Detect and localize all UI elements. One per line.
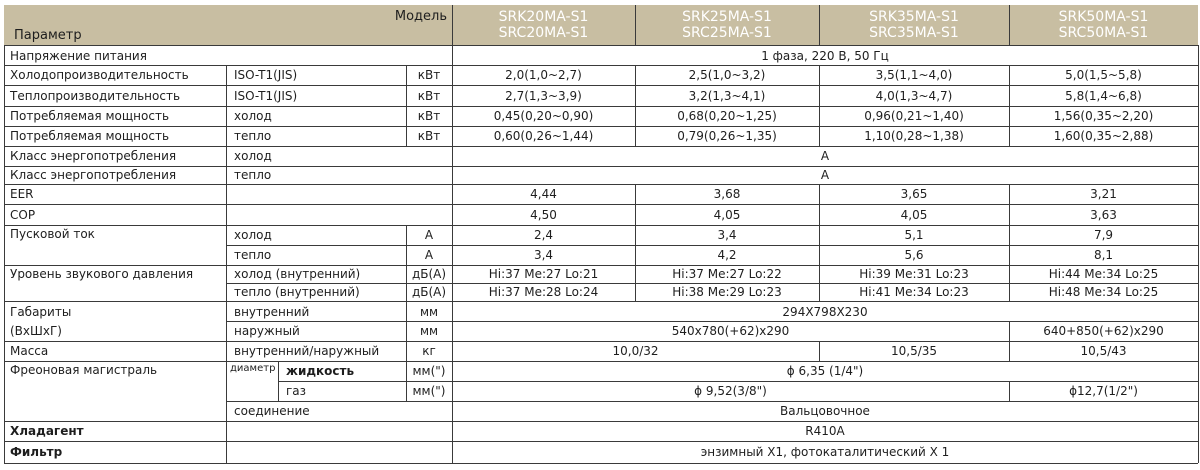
- grid-hline: [4, 441, 1198, 442]
- row-heat-cap-cond: ISO-T1(JIS): [234, 88, 298, 103]
- grid-hline: [4, 106, 1198, 107]
- row-start-heat-value-1: 3,4: [533, 248, 554, 262]
- grid-vline: [278, 361, 279, 401]
- grid-vline: [406, 361, 407, 401]
- row-dims-label-2: (ВхШхГ): [10, 323, 62, 338]
- row-start-heat-value-3: 5,6: [904, 248, 924, 262]
- model-3-outdoor: SRC35MA-S1: [869, 25, 959, 41]
- grid-vline: [819, 5, 820, 45]
- grid-vline: [226, 421, 227, 463]
- row-sound-cool-unit: дБ(A): [411, 267, 447, 281]
- model-2-outdoor: SRC25MA-S1: [682, 25, 772, 41]
- row-filter-label: Фильтр: [10, 445, 63, 459]
- row-heat-cap-label: Теплопроизводительность: [10, 88, 181, 103]
- grid-vline: [452, 5, 453, 45]
- grid-hline: [226, 401, 1198, 402]
- grid-vline: [226, 146, 227, 184]
- row-eer-label: EER: [10, 187, 34, 201]
- row-heat-cap-unit: кВт: [417, 88, 441, 103]
- grid-vline: [406, 225, 407, 301]
- grid-hline: [4, 126, 1198, 127]
- row-freon-gas: газ: [286, 384, 307, 398]
- row-cons-cool-value-2: 0,68(0,20~1,25): [677, 109, 777, 123]
- row-sound-cool-value-3: Hi:39 Me:31 Lo:23: [859, 267, 969, 281]
- grid-hline: [4, 65, 1198, 66]
- grid-hline: [226, 283, 1198, 284]
- row-cons-heat-cond: тепло: [234, 129, 272, 143]
- row-sound-cool-cond: холод (внутренний): [234, 267, 361, 281]
- row-cop-value-1: 4,50: [530, 207, 557, 222]
- row-dims-indoor-cond: внутренний: [234, 304, 310, 319]
- row-eer-value-2: 3,68: [713, 187, 741, 201]
- row-freon-conn: соединение: [234, 404, 310, 418]
- grid-vline: [226, 225, 227, 301]
- row-power-value: 1 фаза, 220 В, 50 Гц: [761, 48, 889, 63]
- row-start-heat-value-4: 8,1: [1093, 248, 1114, 262]
- row-freon-label: Фреоновая магистраль: [10, 363, 158, 377]
- row-eer-value-3: 3,65: [900, 187, 928, 201]
- row-sound-cool-value-2: Hi:37 Me:27 Lo:22: [672, 267, 782, 281]
- row-class-cool-cond: холод: [234, 149, 272, 163]
- row-freon-conn-value: Вальцовочное: [780, 404, 870, 418]
- header-model-2: [635, 5, 819, 45]
- grid-hline: [4, 45, 1198, 46]
- row-cool-cap-cond: ISO-T1(JIS): [234, 68, 298, 82]
- row-heat-cap-value-2: 3,2(1,3~4,1): [688, 88, 766, 103]
- row-sound-label: Уровень звукового давления: [10, 267, 194, 281]
- header-model-1: [452, 5, 635, 45]
- row-dims-outdoor-cond: наружный: [234, 324, 300, 338]
- row-cons-heat-value-1: 0,60(0,26~1,44): [493, 129, 594, 143]
- grid-vline: [452, 45, 453, 463]
- row-filter-value: энзимный X1, фотокаталитический X 1: [700, 445, 950, 459]
- grid-vline: [1009, 321, 1010, 341]
- grid-hline: [4, 301, 1198, 302]
- row-cons-heat-value-2: 0,79(0,26~1,35): [677, 129, 777, 143]
- grid-hline: [4, 341, 1198, 342]
- row-cons-cool-value-4: 1,56(0,35~2,20): [1053, 109, 1154, 123]
- grid-vline: [226, 301, 227, 421]
- row-cons-heat-value-3: 1,10(0,28~1,38): [864, 129, 964, 143]
- row-cons-heat-value-4: 1,60(0,35~2,88): [1053, 129, 1154, 143]
- header-model-4: [1009, 5, 1198, 45]
- row-start-cool-value-2: 3,4: [717, 228, 737, 242]
- row-start-cool-value-3: 5,1: [904, 228, 924, 242]
- row-cons-heat-unit: кВт: [417, 129, 441, 143]
- row-cop-label: COP: [10, 207, 36, 222]
- grid-vline: [1009, 341, 1010, 361]
- model-4-indoor: SRK50MA-S1: [1058, 9, 1149, 25]
- row-cop-value-3: 4,05: [900, 207, 928, 222]
- model-4-outdoor: SRC50MA-S1: [1058, 25, 1149, 41]
- row-freon-diam: диаметр: [230, 363, 276, 374]
- row-cons-cool-cond: холод: [234, 109, 272, 123]
- grid-hline: [4, 204, 1198, 205]
- row-refrigerant-label: Хладагент: [10, 424, 84, 438]
- row-dims-label-1: Габариты: [10, 304, 72, 319]
- row-cons-heat-label: Потребляемая мощность: [10, 129, 170, 143]
- row-dims-outdoor-unit: мм: [419, 324, 439, 338]
- grid-vline: [635, 5, 636, 45]
- grid-vline: [1009, 184, 1010, 301]
- model-3-indoor: SRK35MA-S1: [869, 9, 959, 25]
- grid-vline: [635, 184, 636, 301]
- row-cool-cap-value-4: 5,0(1,5~5,8): [1065, 68, 1142, 82]
- row-freon-liquid-value: ϕ 6,35 (1/4"): [786, 364, 864, 378]
- row-mass-value-3: 10,5/43: [1080, 344, 1127, 358]
- grid-hline: [4, 225, 1198, 226]
- row-class-cool-label: Класс энергопотребления: [10, 149, 177, 163]
- grid-hline: [4, 421, 1198, 422]
- header-param-label: Параметр: [14, 27, 82, 43]
- grid-hline: [226, 321, 1198, 322]
- row-freon-gas-unit: мм("): [412, 384, 446, 398]
- row-start-heat-unit: A: [424, 248, 434, 262]
- row-refrigerant-value: R410A: [805, 424, 845, 438]
- row-cool-cap-value-1: 2,0(1,0~2,7): [505, 68, 582, 82]
- row-sound-heat-value-1: Hi:37 Me:28 Lo:24: [488, 285, 599, 299]
- row-heat-cap-value-1: 2,7(1,3~3,9): [505, 88, 582, 103]
- row-heat-cap-value-4: 5,8(1,4~6,8): [1065, 88, 1142, 103]
- row-mass-value-1: 10,0/32: [612, 344, 659, 358]
- row-class-heat-label: Класс энергопотребления: [10, 168, 177, 182]
- row-dims-indoor-unit: мм: [419, 304, 439, 319]
- row-dims-indoor-value: 294X798X230: [782, 304, 868, 319]
- row-mass-unit: кг: [422, 344, 436, 358]
- row-sound-heat-value-3: Hi:41 Me:34 Lo:23: [859, 285, 969, 299]
- grid-vline: [1198, 45, 1199, 463]
- row-cool-cap-value-2: 2,5(1,0~3,2): [688, 68, 766, 82]
- grid-vline: [1009, 381, 1010, 401]
- row-start-heat-value-2: 4,2: [717, 248, 737, 262]
- row-mass-value-2: 10,5/35: [890, 344, 938, 358]
- grid-hline: [4, 146, 1198, 147]
- grid-vline: [1009, 65, 1010, 146]
- row-start-cool-cond: холод: [234, 228, 272, 242]
- row-start-cool-value-1: 2,4: [533, 228, 554, 242]
- header-model-label: Модель: [394, 8, 447, 24]
- row-start-label: Пусковой ток: [10, 227, 95, 241]
- grid-hline: [278, 381, 1198, 382]
- row-start-cool-value-4: 7,9: [1093, 228, 1114, 242]
- row-cool-cap-label: Холодопроизводительность: [10, 68, 189, 82]
- row-cons-cool-label: Потребляемая мощность: [10, 109, 170, 123]
- row-cons-cool-value-3: 0,96(0,21~1,40): [864, 109, 964, 123]
- row-dims-outdoor-value-1: 540x780(+62)x290: [671, 324, 790, 338]
- grid-vline: [819, 184, 820, 301]
- row-cop-value-4: 3,63: [1090, 207, 1117, 222]
- row-freon-liquid-unit: мм("): [412, 364, 446, 378]
- row-cop-value-2: 4,05: [713, 207, 741, 222]
- model-1-indoor: SRK20MA-S1: [498, 9, 589, 25]
- grid-hline: [4, 184, 1198, 185]
- row-cool-cap-unit: кВт: [417, 68, 441, 82]
- grid-hline: [4, 361, 1198, 362]
- row-cons-cool-unit: кВт: [417, 109, 441, 123]
- row-freon-gas-value-1: ϕ 9,52(3/8"): [694, 384, 767, 398]
- grid-vline: [406, 65, 407, 146]
- row-mass-cond: внутренний/наружный: [234, 344, 380, 358]
- row-start-cool-unit: A: [424, 228, 434, 242]
- row-sound-heat-cond: тепло (внутренний): [234, 285, 360, 299]
- grid-hline: [4, 463, 1198, 464]
- row-sound-heat-value-2: Hi:38 Me:29 Lo:23: [672, 285, 782, 299]
- row-sound-heat-value-4: Hi:48 Me:34 Lo:25: [1048, 285, 1159, 299]
- row-freon-liquid: жидкость: [286, 364, 355, 378]
- grid-hline: [4, 166, 1198, 167]
- grid-vline: [819, 341, 820, 361]
- row-class-cool-value: A: [820, 149, 830, 163]
- row-cons-cool-value-1: 0,45(0,20~0,90): [493, 109, 594, 123]
- row-class-heat-value: A: [820, 168, 830, 182]
- grid-hline: [226, 245, 1198, 246]
- grid-vline: [819, 65, 820, 146]
- row-heat-cap-value-3: 4,0(1,3~4,7): [875, 88, 953, 103]
- grid-vline: [635, 65, 636, 146]
- model-1-outdoor: SRC20MA-S1: [498, 25, 589, 41]
- row-sound-cool-value-1: Hi:37 Me:27 Lo:21: [488, 267, 599, 281]
- row-start-heat-cond: тепло: [234, 248, 272, 262]
- row-sound-heat-unit: дБ(A): [411, 285, 447, 299]
- grid-vline: [406, 301, 407, 361]
- grid-vline: [226, 65, 227, 146]
- grid-hline: [4, 85, 1198, 86]
- row-eer-value-4: 3,21: [1090, 187, 1117, 201]
- grid-vline: [226, 184, 227, 225]
- row-dims-outdoor-value-2: 640+850(+62)x290: [1043, 324, 1164, 338]
- grid-vline: [4, 45, 5, 463]
- model-2-indoor: SRK25MA-S1: [682, 9, 772, 25]
- row-sound-cool-value-4: Hi:44 Me:34 Lo:25: [1048, 267, 1159, 281]
- row-class-heat-cond: тепло: [234, 168, 272, 182]
- header-model-3: [819, 5, 1009, 45]
- row-freon-gas-value-2: ϕ12,7(1/2"): [1069, 384, 1138, 398]
- grid-vline: [1009, 5, 1010, 45]
- row-cool-cap-value-3: 3,5(1,1~4,0): [875, 68, 953, 82]
- row-mass-label: Масса: [10, 344, 49, 358]
- grid-hline: [4, 265, 1198, 266]
- row-eer-value-1: 4,44: [530, 187, 557, 201]
- row-power-label: Напряжение питания: [10, 48, 147, 63]
